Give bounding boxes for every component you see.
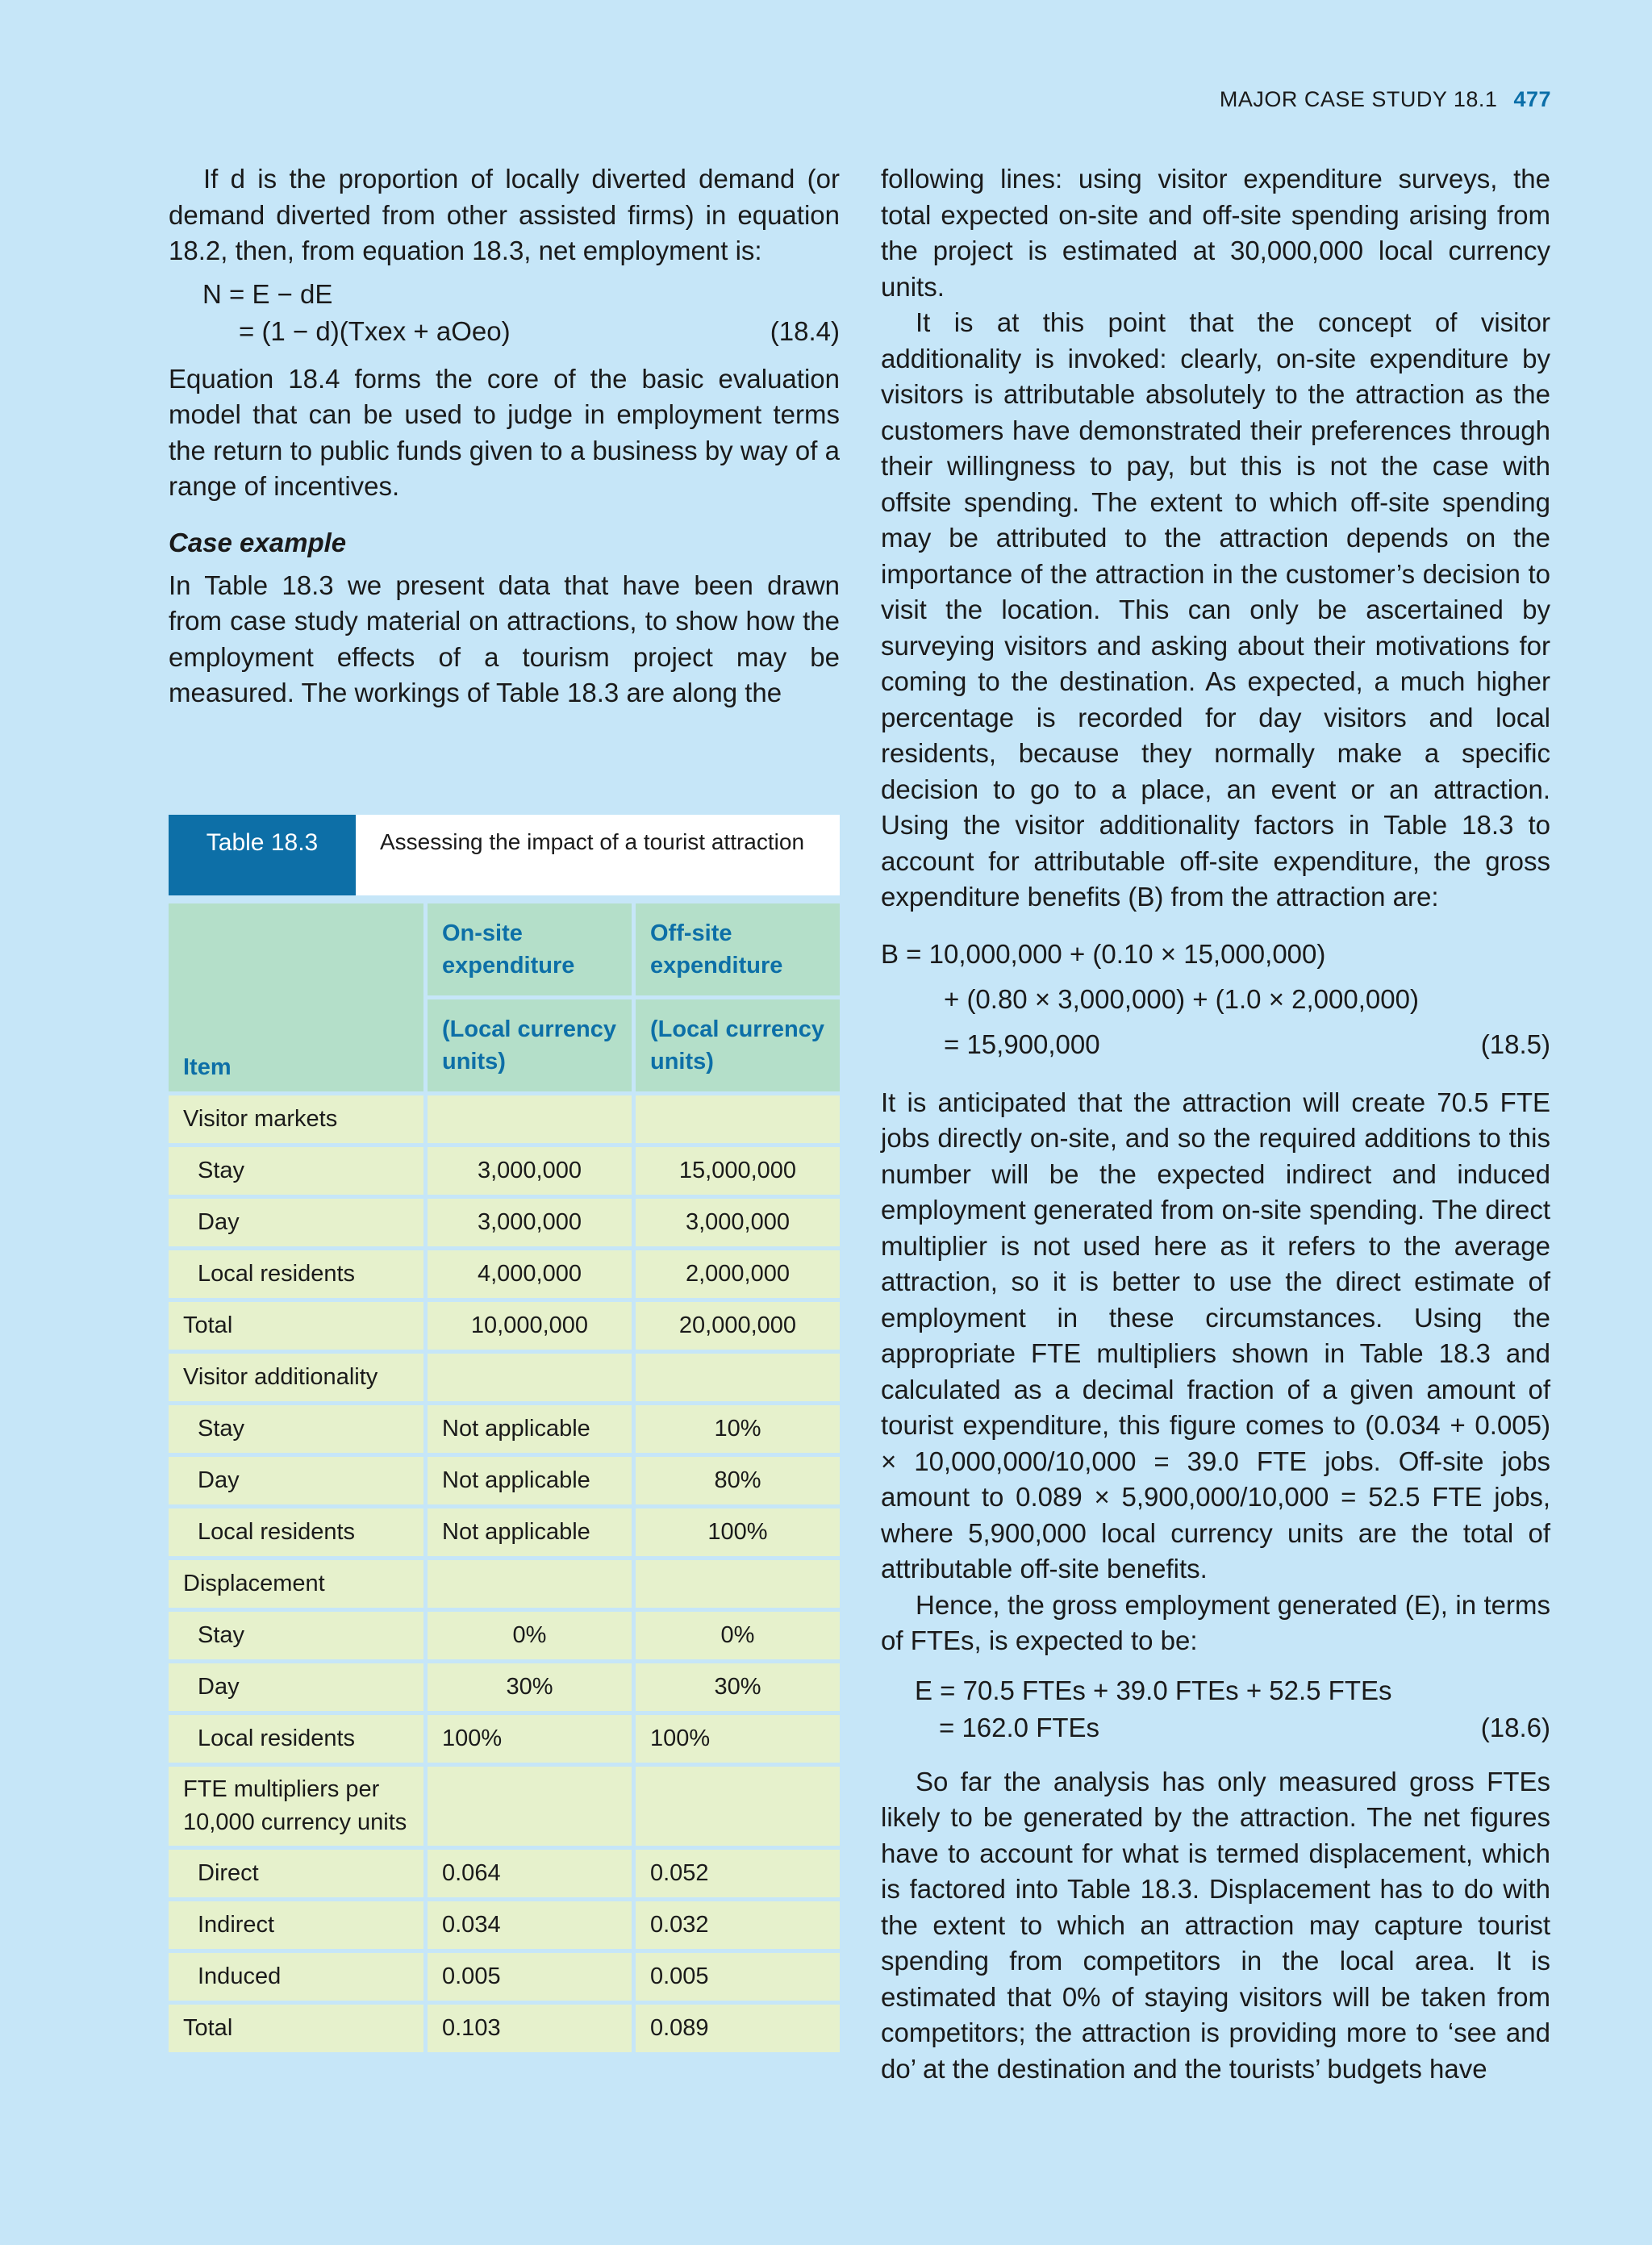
cell-onsite [428, 1095, 632, 1143]
row-label: Stay [169, 1405, 423, 1453]
equation-line: B = 10,000,000 + (0.10 × 15,000,000) [881, 938, 1326, 969]
row-label: Day [169, 1199, 423, 1246]
equation-18-6 [881, 1672, 1550, 1746]
cell-offsite: 0.032 [636, 1901, 840, 1949]
row-label: Induced [169, 1953, 423, 2001]
running-head-section: MAJOR CASE STUDY 18.1 [1219, 87, 1498, 111]
cell-offsite: 2,000,000 [636, 1250, 840, 1298]
row-label: Indirect [169, 1901, 423, 1949]
cell-offsite: 0% [636, 1612, 840, 1659]
cell-offsite: 100% [636, 1508, 840, 1556]
row-label: Day [169, 1457, 423, 1504]
cell-offsite: 0.089 [636, 2005, 840, 2052]
column-header-offsite: Off-site expenditure [636, 903, 840, 995]
column-units-offsite: (Local currency units) [636, 999, 840, 1091]
column-header-item: Item [169, 903, 423, 1091]
table-row [169, 1612, 840, 1659]
table-row [169, 1715, 840, 1763]
table-caption: Assessing the impact of a tourist attraction [356, 815, 840, 895]
table-row [169, 1953, 840, 2001]
table-row [169, 1901, 840, 1949]
data-table [165, 899, 844, 2056]
row-label: Stay [169, 1147, 423, 1195]
equation-number: (18.4) [770, 315, 840, 346]
paragraph-case: In Table 18.3 we present data that have been drawn from case study material on attractions, to show how the employment effects of a tourism project may be measured. The workings of Table 18.3 are along the [169, 570, 840, 707]
right-column [881, 161, 1550, 2087]
table-row [169, 1302, 840, 1350]
table-row [169, 1850, 840, 1897]
cell-offsite: 100% [636, 1715, 840, 1763]
cell-onsite: Not applicable [428, 1508, 632, 1556]
paragraph-model: Equation 18.4 forms the core of the basic evaluation model that can be used to judge in employment terms the return to public funds given to a business by way of a range of incentives. [169, 363, 840, 501]
paragraph-gross-employment: Hence, the gross employment generated (E), in terms of FTEs, is expected to be: [881, 1589, 1550, 1655]
cell-onsite: 30% [428, 1663, 632, 1711]
table-row [169, 1508, 840, 1556]
table-header [169, 815, 840, 895]
table-row [169, 1147, 840, 1195]
cell-onsite: 100% [428, 1715, 632, 1763]
cell-offsite [636, 1560, 840, 1608]
cell-onsite [428, 1560, 632, 1608]
table-row [169, 1095, 840, 1143]
cell-onsite: 0% [428, 1612, 632, 1659]
table-row [169, 1457, 840, 1504]
running-head [1220, 87, 1551, 112]
cell-onsite: Not applicable [428, 1405, 632, 1453]
table-row [169, 2005, 840, 2052]
cell-onsite: 4,000,000 [428, 1250, 632, 1298]
equation-number: (18.6) [1480, 1712, 1550, 1742]
cell-onsite: 0.005 [428, 1953, 632, 2001]
cell-offsite [636, 1095, 840, 1143]
cell-onsite: 3,000,000 [428, 1147, 632, 1195]
row-label: Day [169, 1663, 423, 1711]
paragraph-displacement: So far the analysis has only measured gross FTEs likely to be generated by the attraction. The net figures have to account for what is termed displacement, which is factored into Table 18.3. Displacement has to do with the extent to which an attraction may capture tourist spending from competitors in the local area. It is estimated that 0% of staying visitors will be taken from competitors; the attraction is providing more to ‘see and do’ at the destination and the tourists’ budgets have [881, 1766, 1550, 2084]
row-label: Stay [169, 1612, 423, 1659]
case-example-heading: Case example [169, 527, 347, 557]
table-18-3 [169, 815, 840, 2056]
cell-onsite: 0.034 [428, 1901, 632, 1949]
row-label: Visitor markets [169, 1095, 423, 1143]
cell-offsite [636, 1767, 840, 1846]
equation-18-5 [881, 932, 1550, 1067]
table-row [169, 1560, 840, 1608]
table-row [169, 1354, 840, 1401]
row-label: Local residents [169, 1508, 423, 1556]
row-label: Total [169, 2005, 423, 2052]
cell-onsite: 0.064 [428, 1850, 632, 1897]
paragraph-fte-jobs: It is anticipated that the attraction will create 70.5 FTE jobs directly on-site, and so the required additions to this number will be the expected indirect and induced employment generated from on-site spending. The direct multiplier is not used here as it refers to the average attraction, so it is better to use the direct estimate of employment in these circumstances. Using the appropriate FTE multipliers shown in Table 18.3 and calculated as a decimal fraction of a given amount of tourist expenditure, this figure comes to (0.034 + 0.005) × 10,000,000/10,000 = 39.0 FTE jobs. Off-site jobs amount to 0.089 × 5,900,000/10,000 = 52.5 FTE jobs, where 5,900,000 local currency units are the total of attributable off-site benefits. [881, 1087, 1550, 1584]
paragraph-workings: following lines: using visitor expenditure surveys, the total expected on-site and off-site spending arising from the project is estimated at 30,000,000 local currency units. [881, 164, 1550, 302]
cell-offsite: 3,000,000 [636, 1199, 840, 1246]
cell-onsite: 10,000,000 [428, 1302, 632, 1350]
cell-offsite [636, 1354, 840, 1401]
row-label: Direct [169, 1850, 423, 1897]
equation-number: (18.5) [1480, 1029, 1550, 1059]
row-label: Local residents [169, 1250, 423, 1298]
paragraph-additionality: It is at this point that the concept of visitor additionality is invoked: clearly, on-site expenditure by visitors is attributable absolutely to the attraction as the customers have demonstrated their preferences through their willingness to pay, but this is not the case with offsite spending. The extent to which off-site spending may be attributed to the attraction depends on the importance of the attraction in the customer’s decision to visit the location. This can only be ascertained by surveying visitors and asking about their motivations for coming to the destination. As expected, a much higher percentage is recorded for day visitors and local residents, because they normally make a specific decision to go to a place, an event or an attraction. Using the visitor additionality factors in Table 18.3 to account for attributable off-site expenditure, the gross expenditure benefits (B) from the attraction are: [881, 307, 1550, 912]
row-label: Local residents [169, 1715, 423, 1763]
cell-offsite: 20,000,000 [636, 1302, 840, 1350]
left-column [169, 161, 840, 711]
cell-onsite: 3,000,000 [428, 1199, 632, 1246]
row-label: Visitor additionality [169, 1354, 423, 1401]
cell-offsite: 0.005 [636, 1953, 840, 2001]
cell-offsite: 80% [636, 1457, 840, 1504]
equation-line: = 162.0 FTEs [939, 1712, 1100, 1742]
cell-offsite: 0.052 [636, 1850, 840, 1897]
table-row [169, 1767, 840, 1846]
row-label: Total [169, 1302, 423, 1350]
column-header-onsite: On-site expenditure [428, 903, 632, 995]
paragraph-intro: If d is the proportion of locally diverted demand (or demand diverted from other assisted firms) in equation 18.2, then, from equation 18.3, net employment is: [169, 164, 840, 265]
table-row [169, 1405, 840, 1453]
cell-offsite: 15,000,000 [636, 1147, 840, 1195]
cell-onsite: 0.103 [428, 2005, 632, 2052]
equation-line: = 15,900,000 [944, 1029, 1100, 1059]
cell-onsite [428, 1767, 632, 1846]
page-number: 477 [1513, 87, 1551, 111]
equation-line: E = 70.5 FTEs + 39.0 FTEs + 52.5 FTEs [915, 1675, 1392, 1705]
table-row [169, 1250, 840, 1298]
row-label: FTE multipliers per 10,000 currency units [169, 1767, 423, 1846]
table-row [169, 1663, 840, 1711]
table-row [169, 1199, 840, 1246]
equation-line: = (1 − d)(Txex + aOeo) [239, 315, 511, 346]
cell-offsite: 30% [636, 1663, 840, 1711]
cell-onsite: Not applicable [428, 1457, 632, 1504]
column-units-onsite: (Local currency units) [428, 999, 632, 1091]
cell-onsite [428, 1354, 632, 1401]
table-label: Table 18.3 [169, 815, 356, 895]
cell-offsite: 10% [636, 1405, 840, 1453]
equation-line: N = E − dE [202, 278, 333, 309]
equation-18-4 [169, 276, 840, 350]
equation-line: + (0.80 × 3,000,000) + (1.0 × 2,000,000) [944, 983, 1419, 1014]
row-label: Displacement [169, 1560, 423, 1608]
